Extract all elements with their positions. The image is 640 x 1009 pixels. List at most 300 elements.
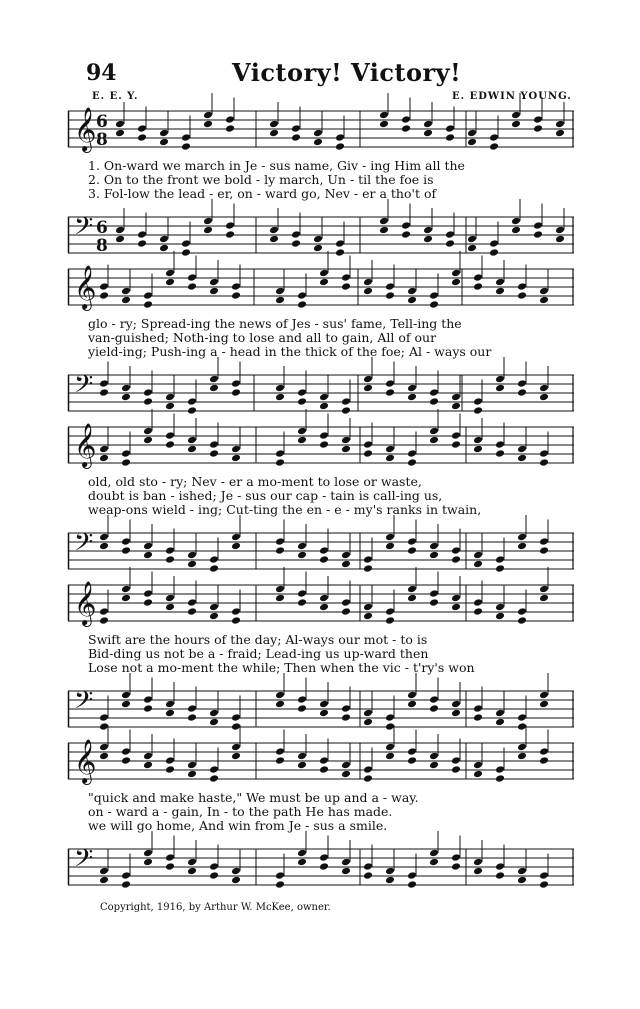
note-head-icon bbox=[313, 138, 323, 147]
note-head-icon bbox=[269, 129, 279, 138]
note-head-icon bbox=[341, 282, 351, 291]
note-head-icon bbox=[319, 402, 329, 411]
note-head-icon bbox=[319, 853, 329, 862]
note-head-icon bbox=[451, 709, 461, 718]
note-head-icon bbox=[451, 700, 461, 709]
note-head-icon bbox=[187, 867, 197, 876]
note-head-icon bbox=[467, 244, 477, 253]
note-head-icon bbox=[143, 761, 153, 770]
note-head-icon bbox=[489, 239, 499, 248]
note-head-icon bbox=[429, 858, 439, 867]
note-head-icon bbox=[451, 393, 461, 402]
music-system bbox=[68, 254, 574, 409]
note-head-icon bbox=[539, 449, 549, 458]
note-head-icon bbox=[341, 436, 351, 445]
note-head-icon bbox=[187, 436, 197, 445]
note-head-icon bbox=[539, 384, 549, 393]
note-head-icon bbox=[209, 765, 219, 774]
note-head-icon bbox=[297, 598, 307, 607]
note-head-icon bbox=[555, 120, 565, 129]
note-head-icon bbox=[143, 300, 153, 309]
note-head-icon bbox=[225, 115, 235, 124]
note-head-icon bbox=[165, 278, 175, 287]
note-head-icon bbox=[341, 761, 351, 770]
note-head-icon bbox=[495, 718, 505, 727]
note-head-icon bbox=[407, 585, 417, 594]
note-head-icon bbox=[231, 713, 241, 722]
note-head-icon bbox=[511, 120, 521, 129]
note-head-icon bbox=[231, 533, 241, 542]
note-head-icon bbox=[539, 756, 549, 765]
note-head-icon bbox=[143, 695, 153, 704]
note-head-icon bbox=[99, 867, 109, 876]
note-head-icon bbox=[363, 765, 373, 774]
note-head-icon bbox=[539, 700, 549, 709]
note-head-icon bbox=[231, 388, 241, 397]
note-head-icon bbox=[517, 607, 527, 616]
note-head-icon bbox=[115, 129, 125, 138]
note-head-icon bbox=[209, 862, 219, 871]
note-head-icon bbox=[275, 537, 285, 546]
note-head-icon bbox=[341, 273, 351, 282]
note-head-icon bbox=[159, 235, 169, 244]
note-head-icon bbox=[341, 713, 351, 722]
note-head-icon bbox=[539, 546, 549, 555]
note-head-icon bbox=[495, 603, 505, 612]
note-head-icon bbox=[341, 858, 351, 867]
music-credit: E. EDWIN YOUNG. bbox=[452, 91, 572, 102]
note-head-icon bbox=[143, 858, 153, 867]
note-head-icon bbox=[99, 752, 109, 761]
note-head-icon bbox=[335, 239, 345, 248]
note-head-icon bbox=[429, 427, 439, 436]
note-head-icon bbox=[209, 718, 219, 727]
note-head-icon bbox=[137, 230, 147, 239]
note-head-icon bbox=[297, 397, 307, 406]
note-head-icon bbox=[533, 230, 543, 239]
note-head-icon bbox=[165, 393, 175, 402]
note-head-icon bbox=[99, 876, 109, 885]
note-head-icon bbox=[231, 743, 241, 752]
note-head-icon bbox=[231, 867, 241, 876]
note-head-icon bbox=[517, 388, 527, 397]
note-head-icon bbox=[473, 858, 483, 867]
note-head-icon bbox=[533, 221, 543, 230]
note-head-icon bbox=[121, 880, 131, 889]
note-head-icon bbox=[137, 239, 147, 248]
note-head-icon bbox=[143, 397, 153, 406]
time-signature-icon: 6 bbox=[96, 112, 108, 132]
note-head-icon bbox=[407, 700, 417, 709]
music-system bbox=[68, 96, 574, 256]
lyric-line-verse-1: "quick and make haste," We must be up and a - way. bbox=[88, 790, 419, 805]
lyric-line-verse-2: on - ward a - gain, In - to the path He has made. bbox=[88, 804, 393, 819]
note-head-icon bbox=[319, 765, 329, 774]
note-head-icon bbox=[143, 589, 153, 598]
bass-clef-icon: 𝄢 bbox=[74, 528, 94, 563]
note-head-icon bbox=[385, 713, 395, 722]
note-head-icon bbox=[401, 124, 411, 133]
bass-clef-icon: 𝄢 bbox=[74, 212, 94, 247]
note-head-icon bbox=[143, 542, 153, 551]
note-head-icon bbox=[121, 393, 131, 402]
note-head-icon bbox=[291, 124, 301, 133]
note-head-icon bbox=[231, 876, 241, 885]
note-head-icon bbox=[539, 537, 549, 546]
note-head-icon bbox=[275, 871, 285, 880]
note-head-icon bbox=[429, 551, 439, 560]
note-head-icon bbox=[115, 120, 125, 129]
note-head-icon bbox=[297, 704, 307, 713]
note-head-icon bbox=[313, 244, 323, 253]
note-head-icon bbox=[385, 388, 395, 397]
note-head-icon bbox=[341, 704, 351, 713]
note-head-icon bbox=[121, 871, 131, 880]
lyric-line-verse-3: weap-ons wield - ing; Cut-ting the en - e - my's ranks in twain, bbox=[88, 502, 482, 517]
note-head-icon bbox=[495, 375, 505, 384]
note-head-icon bbox=[203, 111, 213, 120]
note-head-icon bbox=[407, 393, 417, 402]
note-head-icon bbox=[363, 278, 373, 287]
note-head-icon bbox=[517, 867, 527, 876]
note-head-icon bbox=[165, 431, 175, 440]
words-credit: E. E. Y. bbox=[92, 91, 139, 102]
note-head-icon bbox=[473, 761, 483, 770]
note-head-icon bbox=[407, 546, 417, 555]
note-head-icon bbox=[297, 427, 307, 436]
note-head-icon bbox=[99, 542, 109, 551]
note-head-icon bbox=[275, 691, 285, 700]
note-head-icon bbox=[539, 296, 549, 305]
treble-staff bbox=[68, 422, 574, 468]
note-head-icon bbox=[187, 858, 197, 867]
note-head-icon bbox=[297, 542, 307, 551]
bass-staff bbox=[68, 528, 574, 574]
page-number: 94 bbox=[86, 60, 117, 86]
note-head-icon bbox=[275, 594, 285, 603]
note-head-icon bbox=[99, 616, 109, 625]
note-head-icon bbox=[451, 603, 461, 612]
note-head-icon bbox=[99, 607, 109, 616]
note-head-icon bbox=[187, 445, 197, 454]
note-head-icon bbox=[429, 436, 439, 445]
note-head-icon bbox=[99, 713, 109, 722]
note-head-icon bbox=[407, 594, 417, 603]
note-head-icon bbox=[385, 542, 395, 551]
note-head-icon bbox=[99, 743, 109, 752]
lyric-line-verse-3: we will go home, And win from Je - sus a smile. bbox=[88, 818, 388, 833]
note-head-icon bbox=[275, 546, 285, 555]
note-head-icon bbox=[335, 133, 345, 142]
note-head-icon bbox=[341, 445, 351, 454]
note-head-icon bbox=[489, 142, 499, 151]
note-head-icon bbox=[385, 867, 395, 876]
note-head-icon bbox=[297, 388, 307, 397]
treble-clef-icon: 𝄞 bbox=[74, 739, 97, 783]
note-head-icon bbox=[319, 269, 329, 278]
note-head-icon bbox=[297, 695, 307, 704]
note-head-icon bbox=[187, 397, 197, 406]
note-head-icon bbox=[187, 282, 197, 291]
note-head-icon bbox=[121, 546, 131, 555]
note-head-icon bbox=[137, 133, 147, 142]
lyric-line-verse-3: 3. Fol-low the lead - er, on - ward go, Nev - er a tho't of bbox=[88, 186, 437, 201]
note-head-icon bbox=[275, 585, 285, 594]
note-head-icon bbox=[495, 440, 505, 449]
note-head-icon bbox=[473, 770, 483, 779]
note-head-icon bbox=[429, 752, 439, 761]
note-head-icon bbox=[275, 458, 285, 467]
note-head-icon bbox=[187, 770, 197, 779]
note-head-icon bbox=[121, 594, 131, 603]
note-head-icon bbox=[269, 226, 279, 235]
bass-clef-icon: 𝄢 bbox=[74, 844, 94, 879]
note-head-icon bbox=[269, 235, 279, 244]
note-head-icon bbox=[517, 282, 527, 291]
note-head-icon bbox=[187, 761, 197, 770]
note-head-icon bbox=[363, 603, 373, 612]
note-head-icon bbox=[407, 691, 417, 700]
note-head-icon bbox=[385, 379, 395, 388]
note-head-icon bbox=[187, 273, 197, 282]
note-head-icon bbox=[335, 142, 345, 151]
note-head-icon bbox=[495, 449, 505, 458]
note-head-icon bbox=[451, 862, 461, 871]
note-head-icon bbox=[313, 235, 323, 244]
note-head-icon bbox=[231, 542, 241, 551]
note-head-icon bbox=[539, 287, 549, 296]
note-head-icon bbox=[341, 551, 351, 560]
note-head-icon bbox=[209, 871, 219, 880]
note-head-icon bbox=[511, 111, 521, 120]
lyric-line-verse-2: van-guished; Noth-ing to lose and all to gain, All of our bbox=[88, 330, 437, 345]
note-head-icon bbox=[165, 756, 175, 765]
note-head-icon bbox=[275, 700, 285, 709]
note-head-icon bbox=[121, 287, 131, 296]
note-head-icon bbox=[517, 752, 527, 761]
note-head-icon bbox=[209, 384, 219, 393]
note-head-icon bbox=[423, 120, 433, 129]
note-head-icon bbox=[181, 133, 191, 142]
note-head-icon bbox=[275, 756, 285, 765]
note-head-icon bbox=[539, 691, 549, 700]
note-head-icon bbox=[209, 709, 219, 718]
copyright-notice: Copyright, 1916, by Arthur W. McKee, owner. bbox=[100, 902, 331, 913]
note-head-icon bbox=[407, 880, 417, 889]
music-system bbox=[68, 728, 574, 883]
note-head-icon bbox=[99, 282, 109, 291]
note-head-icon bbox=[203, 217, 213, 226]
note-head-icon bbox=[539, 458, 549, 467]
note-head-icon bbox=[379, 111, 389, 120]
note-head-icon bbox=[539, 747, 549, 756]
note-head-icon bbox=[495, 765, 505, 774]
treble-clef-icon: 𝄞 bbox=[74, 581, 97, 625]
note-head-icon bbox=[495, 871, 505, 880]
note-head-icon bbox=[467, 235, 477, 244]
note-head-icon bbox=[385, 743, 395, 752]
music-system bbox=[68, 412, 574, 567]
note-head-icon bbox=[473, 282, 483, 291]
note-head-icon bbox=[231, 616, 241, 625]
note-head-icon bbox=[363, 287, 373, 296]
note-head-icon bbox=[517, 876, 527, 885]
note-head-icon bbox=[291, 133, 301, 142]
note-head-icon bbox=[385, 291, 395, 300]
note-head-icon bbox=[121, 585, 131, 594]
note-head-icon bbox=[495, 862, 505, 871]
note-head-icon bbox=[517, 454, 527, 463]
note-head-icon bbox=[363, 440, 373, 449]
note-head-icon bbox=[159, 138, 169, 147]
note-head-icon bbox=[363, 774, 373, 783]
note-head-icon bbox=[429, 589, 439, 598]
note-head-icon bbox=[385, 445, 395, 454]
note-head-icon bbox=[297, 752, 307, 761]
note-head-icon bbox=[401, 115, 411, 124]
note-head-icon bbox=[341, 560, 351, 569]
note-head-icon bbox=[429, 397, 439, 406]
note-head-icon bbox=[165, 555, 175, 564]
note-head-icon bbox=[231, 607, 241, 616]
note-head-icon bbox=[275, 287, 285, 296]
note-head-icon bbox=[495, 612, 505, 621]
note-head-icon bbox=[341, 598, 351, 607]
note-head-icon bbox=[495, 278, 505, 287]
note-head-icon bbox=[533, 115, 543, 124]
hymn-title: Victory! Victory! bbox=[232, 58, 462, 87]
note-head-icon bbox=[407, 537, 417, 546]
note-head-icon bbox=[473, 560, 483, 569]
note-head-icon bbox=[451, 594, 461, 603]
note-head-icon bbox=[143, 598, 153, 607]
note-head-icon bbox=[429, 300, 439, 309]
note-head-icon bbox=[165, 700, 175, 709]
note-head-icon bbox=[429, 849, 439, 858]
note-head-icon bbox=[473, 551, 483, 560]
note-head-icon bbox=[385, 533, 395, 542]
note-head-icon bbox=[209, 449, 219, 458]
note-head-icon bbox=[121, 700, 131, 709]
note-head-icon bbox=[385, 607, 395, 616]
note-head-icon bbox=[319, 700, 329, 709]
note-head-icon bbox=[275, 296, 285, 305]
note-head-icon bbox=[297, 551, 307, 560]
note-head-icon bbox=[225, 230, 235, 239]
note-head-icon bbox=[379, 120, 389, 129]
bass-clef-icon: 𝄢 bbox=[74, 686, 94, 721]
bass-staff bbox=[68, 370, 574, 416]
note-head-icon bbox=[385, 876, 395, 885]
note-head-icon bbox=[407, 384, 417, 393]
note-head-icon bbox=[429, 291, 439, 300]
note-head-icon bbox=[231, 752, 241, 761]
note-head-icon bbox=[165, 546, 175, 555]
note-head-icon bbox=[165, 269, 175, 278]
bass-staff bbox=[68, 686, 574, 732]
note-head-icon bbox=[143, 388, 153, 397]
note-head-icon bbox=[429, 598, 439, 607]
time-signature-icon: 8 bbox=[96, 130, 108, 150]
note-head-icon bbox=[319, 594, 329, 603]
lyric-line-verse-1: old, old sto - ry; Nev - er a mo-ment to lose or waste, bbox=[88, 474, 422, 489]
note-head-icon bbox=[231, 379, 241, 388]
lyric-line-verse-1: glo - ry; Spread-ing the news of Jes - sus' fame, Tell-ing the bbox=[88, 316, 462, 331]
note-head-icon bbox=[99, 291, 109, 300]
note-head-icon bbox=[319, 431, 329, 440]
note-head-icon bbox=[379, 217, 389, 226]
note-head-icon bbox=[209, 774, 219, 783]
note-head-icon bbox=[297, 300, 307, 309]
note-head-icon bbox=[445, 230, 455, 239]
note-head-icon bbox=[313, 129, 323, 138]
lyric-line-verse-1: 1. On-ward we march in Je - sus name, Giv - ing Him all the bbox=[88, 158, 465, 173]
note-head-icon bbox=[451, 431, 461, 440]
note-head-icon bbox=[445, 133, 455, 142]
note-head-icon bbox=[363, 718, 373, 727]
note-head-icon bbox=[165, 402, 175, 411]
note-head-icon bbox=[445, 124, 455, 133]
note-head-icon bbox=[429, 695, 439, 704]
note-head-icon bbox=[429, 388, 439, 397]
note-head-icon bbox=[363, 612, 373, 621]
note-head-icon bbox=[555, 129, 565, 138]
note-head-icon bbox=[539, 393, 549, 402]
note-head-icon bbox=[297, 858, 307, 867]
note-head-icon bbox=[143, 551, 153, 560]
note-head-icon bbox=[181, 239, 191, 248]
note-head-icon bbox=[143, 849, 153, 858]
note-head-icon bbox=[187, 713, 197, 722]
note-head-icon bbox=[143, 427, 153, 436]
note-head-icon bbox=[143, 752, 153, 761]
note-head-icon bbox=[121, 384, 131, 393]
note-head-icon bbox=[401, 230, 411, 239]
note-head-icon bbox=[165, 862, 175, 871]
treble-clef-icon: 𝄞 bbox=[74, 265, 97, 309]
note-head-icon bbox=[407, 449, 417, 458]
note-head-icon bbox=[165, 440, 175, 449]
note-head-icon bbox=[275, 449, 285, 458]
note-head-icon bbox=[143, 436, 153, 445]
note-head-icon bbox=[275, 384, 285, 393]
note-head-icon bbox=[99, 388, 109, 397]
time-signature-icon: 8 bbox=[96, 236, 108, 256]
note-head-icon bbox=[451, 756, 461, 765]
note-head-icon bbox=[363, 375, 373, 384]
note-head-icon bbox=[99, 454, 109, 463]
note-head-icon bbox=[187, 607, 197, 616]
note-head-icon bbox=[451, 402, 461, 411]
note-head-icon bbox=[121, 747, 131, 756]
note-head-icon bbox=[451, 278, 461, 287]
note-head-icon bbox=[319, 709, 329, 718]
note-head-icon bbox=[385, 454, 395, 463]
note-head-icon bbox=[209, 555, 219, 564]
note-head-icon bbox=[187, 560, 197, 569]
note-head-icon bbox=[275, 880, 285, 889]
note-head-icon bbox=[495, 709, 505, 718]
note-head-icon bbox=[517, 713, 527, 722]
bass-staff bbox=[68, 844, 574, 890]
note-head-icon bbox=[407, 747, 417, 756]
note-head-icon bbox=[473, 273, 483, 282]
lyric-line-verse-3: yield-ing; Push-ing a - head in the thick of the foe; Al - ways our bbox=[88, 344, 492, 359]
note-head-icon bbox=[165, 853, 175, 862]
note-head-icon bbox=[291, 230, 301, 239]
treble-staff bbox=[68, 106, 574, 152]
lyric-line-verse-2: doubt is ban - ished; Je - sus our cap - tain is call-ing us, bbox=[88, 488, 443, 503]
